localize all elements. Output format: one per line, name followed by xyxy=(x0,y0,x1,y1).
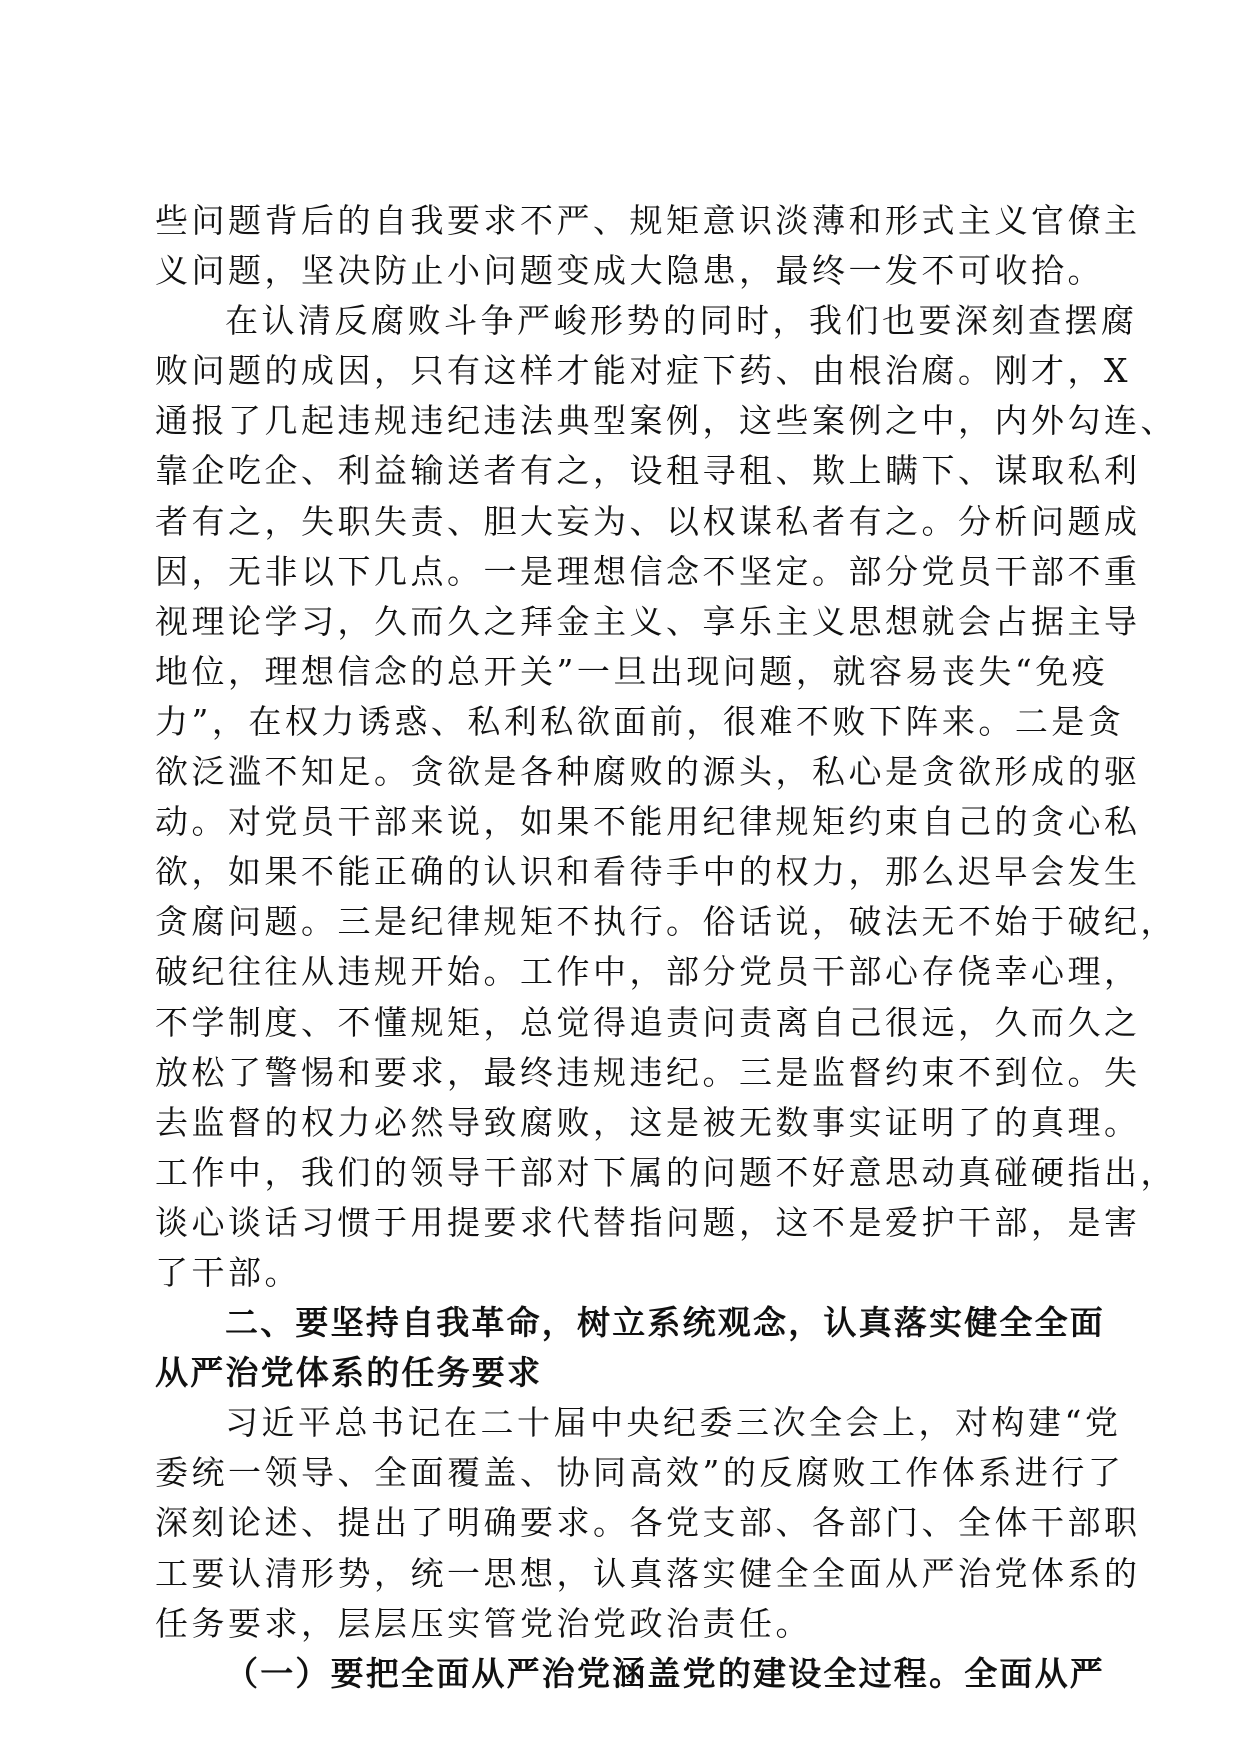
text-line: 靠企吃企、利益输送者有之，设租寻租、欺上瞒下、谋取私利 xyxy=(155,451,1141,491)
text-line: 委统一领导、全面覆盖、协同高效”的反腐败工作体系进行了 xyxy=(155,1453,1125,1493)
text-line: 深刻论述、提出了明确要求。各党支部、各部门、全体干部职 xyxy=(155,1503,1141,1543)
text-line: 些问题背后的自我要求不严、规矩意识淡薄和形式主义官僚主 xyxy=(155,201,1141,240)
sub-heading-line: （一）要把全面从严治党涵盖党的建设全过程。全面从严 xyxy=(225,1653,1105,1693)
text-line: 了干部。 xyxy=(155,1252,301,1292)
text-line: 义问题，坚决防止小问题变成大隐患，最终一发不可收拾。 xyxy=(155,251,1104,291)
text-line: 习近平总书记在二十届中央纪委三次全会上，对构建“党 xyxy=(225,1403,1122,1443)
document-body xyxy=(155,196,1177,1699)
text-line: 谈心谈话习惯于用提要求代替指问题，这不是爱护干部，是害 xyxy=(155,1202,1141,1242)
text-line: 动。对党员干部来说，如果不能用纪律规矩约束自己的贪心私 xyxy=(155,802,1141,842)
text-line: 地位，理想信念的总开关”一旦出现问题，就容易丧失“免疫 xyxy=(155,651,1109,691)
text-line: 任务要求，层层压实管党治党政治责任。 xyxy=(155,1603,812,1643)
text-line: 在认清反腐败斗争严峻形势的同时，我们也要深刻查摆腐 xyxy=(225,301,1138,341)
text-line: 贪腐问题。三是纪律规矩不执行。俗话说，破法无不始于破纪， xyxy=(155,902,1177,942)
text-line: 欲泛滥不知足。贪欲是各种腐败的源头，私心是贪欲形成的驱 xyxy=(155,752,1141,792)
text-line: 者有之，失职失责、胆大妄为、以权谋私者有之。分析问题成 xyxy=(155,501,1141,541)
text-line: 不学制度、不懂规矩，总觉得追责问责离自己很远，久而久之 xyxy=(155,1002,1141,1042)
heading-line: 二、要坚持自我革命，树立系统观念，认真落实健全全面 xyxy=(225,1303,1105,1343)
text-line: 视理论学习，久而久之拜金主义、享乐主义思想就会占据主导 xyxy=(155,601,1141,641)
text-line: 通报了几起违规违纪违法典型案例，这些案例之中，内外勾连、 xyxy=(155,401,1177,441)
heading-line: 从严治党体系的任务要求 xyxy=(155,1353,543,1393)
text-line: 工要认清形势，统一思想，认真落实健全全面从严治党体系的 xyxy=(155,1553,1141,1593)
text-line: 力”，在权力诱惑、私利私欲面前，很难不败下阵来。二是贪 xyxy=(155,701,1125,741)
text-line: 因，无非以下几点。一是理想信念不坚定。部分党员干部不重 xyxy=(155,551,1141,591)
text-line: 欲，如果不能正确的认识和看待手中的权力，那么迟早会发生 xyxy=(155,852,1141,892)
text-line: 败问题的成因，只有这样才能对症下药、由根治腐。刚才，X xyxy=(155,351,1131,391)
text-line: 放松了警惕和要求，最终违规违纪。三是监督约束不到位。失 xyxy=(155,1052,1141,1092)
text-line: 去监督的权力必然导致腐败，这是被无数事实证明了的真理。 xyxy=(155,1102,1141,1142)
text-line: 破纪往往从违规开始。工作中，部分党员干部心存侥幸心理， xyxy=(155,952,1141,992)
text-line: 工作中，我们的领导干部对下属的问题不好意思动真碰硬指出， xyxy=(155,1152,1177,1192)
